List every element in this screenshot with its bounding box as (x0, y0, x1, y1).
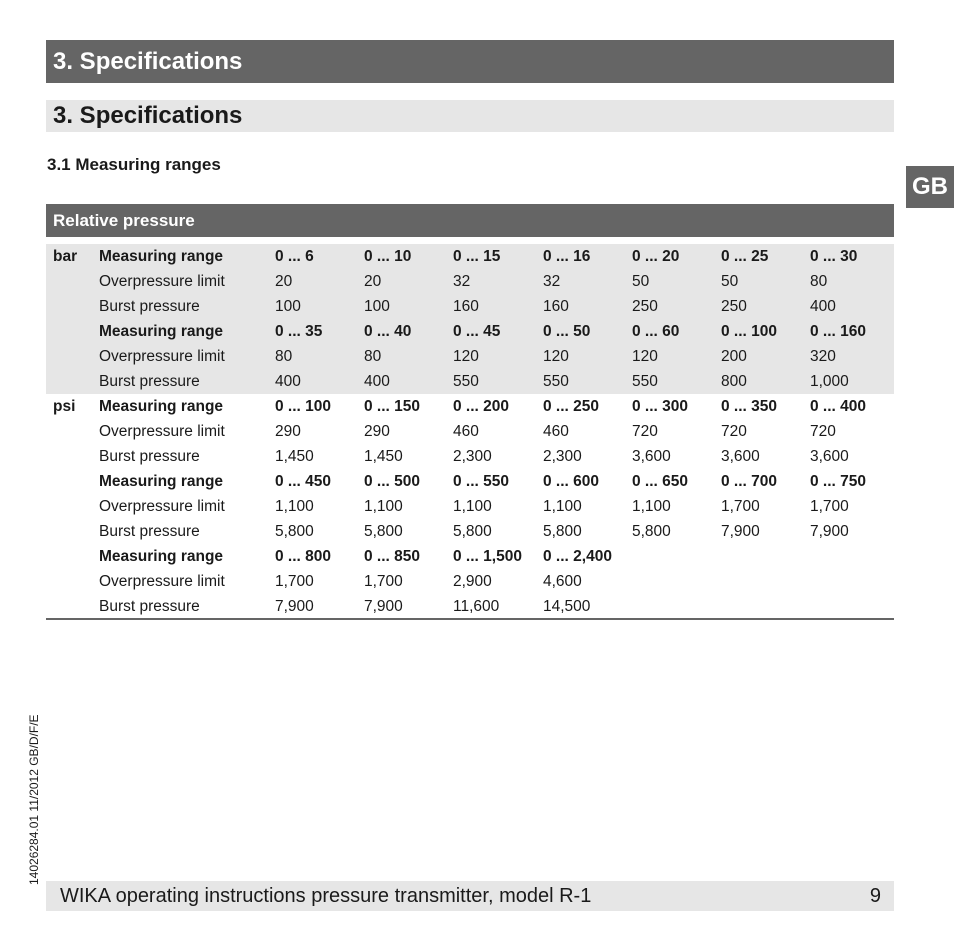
value-cell: 0 ... 700 (721, 473, 778, 490)
value-cell: 0 ... 1,500 (453, 548, 522, 565)
value-cell: 3,600 (810, 448, 849, 465)
value-cell: 0 ... 550 (453, 473, 510, 490)
value-cell: 0 ... 250 (543, 398, 600, 415)
table-row (46, 494, 894, 519)
value-cell: 0 ... 450 (275, 473, 332, 490)
value-cell: 160 (453, 298, 479, 315)
value-cell: 0 ... 850 (364, 548, 421, 565)
value-cell: 0 ... 600 (543, 473, 600, 490)
table-row (46, 594, 894, 619)
value-cell: 550 (632, 373, 658, 390)
value-cell: 120 (543, 348, 569, 365)
value-cell: 7,900 (275, 598, 314, 615)
value-cell: 1,700 (721, 498, 760, 515)
value-cell: 460 (543, 423, 569, 440)
value-cell: 32 (543, 273, 561, 290)
table-bottom-rule (46, 618, 894, 620)
value-cell: 5,800 (632, 523, 671, 540)
value-cell: 3,600 (632, 448, 671, 465)
value-cell: 5,800 (364, 523, 403, 540)
table-row (46, 294, 894, 319)
row-label: Measuring range (99, 548, 224, 565)
value-cell: 800 (721, 373, 747, 390)
value-cell: 0 ... 6 (275, 248, 314, 265)
page-footer (46, 881, 894, 911)
row-label: Overpressure limit (99, 423, 225, 440)
value-cell: 320 (810, 348, 836, 365)
row-label: Burst pressure (99, 298, 200, 315)
value-cell: 400 (364, 373, 390, 390)
value-cell: 7,900 (364, 598, 403, 615)
value-cell: 0 ... 650 (632, 473, 689, 490)
row-label: Measuring range (99, 473, 224, 490)
value-cell: 550 (453, 373, 479, 390)
value-cell: 400 (275, 373, 301, 390)
value-cell: 0 ... 100 (721, 323, 778, 340)
value-cell: 0 ... 16 (543, 248, 591, 265)
value-cell: 14,500 (543, 598, 591, 615)
row-label: Measuring range (99, 398, 224, 415)
value-cell: 1,100 (275, 498, 314, 515)
value-cell: 20 (364, 273, 382, 290)
value-cell: 1,000 (810, 373, 849, 390)
language-tab: GB (906, 166, 954, 208)
value-cell: 0 ... 500 (364, 473, 421, 490)
value-cell: 1,700 (364, 573, 403, 590)
row-label: Overpressure limit (99, 573, 225, 590)
value-cell: 0 ... 800 (275, 548, 332, 565)
value-cell: 0 ... 2,400 (543, 548, 612, 565)
measuring-range-table (46, 244, 894, 619)
value-cell: 0 ... 10 (364, 248, 412, 265)
value-cell: 1,100 (364, 498, 403, 515)
row-label: Overpressure limit (99, 348, 225, 365)
value-cell: 2,300 (453, 448, 492, 465)
value-cell: 0 ... 40 (364, 323, 412, 340)
value-cell: 250 (721, 298, 747, 315)
value-cell: 0 ... 15 (453, 248, 501, 265)
value-cell: 0 ... 350 (721, 398, 778, 415)
value-cell: 1,450 (275, 448, 314, 465)
value-cell: 11,600 (453, 598, 500, 615)
row-label: Overpressure limit (99, 498, 225, 515)
row-label: Burst pressure (99, 448, 200, 465)
section-header-secondary: 3. Specifications (46, 100, 894, 132)
value-cell: 0 ... 750 (810, 473, 867, 490)
value-cell: 250 (632, 298, 658, 315)
value-cell: 0 ... 50 (543, 323, 591, 340)
row-label: Overpressure limit (99, 273, 225, 290)
table-row (46, 319, 894, 344)
value-cell: 720 (632, 423, 658, 440)
value-cell: 32 (453, 273, 471, 290)
value-cell: 100 (364, 298, 390, 315)
value-cell: 290 (364, 423, 390, 440)
value-cell: 0 ... 400 (810, 398, 867, 415)
subsection-title: 3.1 Measuring ranges (47, 155, 221, 174)
value-cell: 0 ... 300 (632, 398, 689, 415)
row-label: Burst pressure (99, 523, 200, 540)
document-number: 14026284.01 11/2012 GB/D/F/E (27, 714, 41, 885)
value-cell: 1,100 (632, 498, 671, 515)
value-cell: 1,700 (810, 498, 849, 515)
value-cell: 0 ... 20 (632, 248, 680, 265)
unit-label: bar (53, 248, 78, 265)
value-cell: 5,800 (453, 523, 492, 540)
value-cell: 100 (275, 298, 301, 315)
row-label: Burst pressure (99, 373, 200, 390)
value-cell: 720 (810, 423, 836, 440)
row-label: Measuring range (99, 248, 224, 265)
value-cell: 20 (275, 273, 293, 290)
value-cell: 160 (543, 298, 569, 315)
table-row (46, 569, 894, 594)
value-cell: 50 (632, 273, 650, 290)
table-row (46, 419, 894, 444)
table-row (46, 369, 894, 394)
section-header-primary: 3. Specifications (46, 40, 894, 83)
table-row (46, 444, 894, 469)
row-label: Measuring range (99, 323, 224, 340)
value-cell: 4,600 (543, 573, 582, 590)
table-row (46, 519, 894, 544)
table-row (46, 344, 894, 369)
table-title: Relative pressure (46, 204, 894, 237)
value-cell: 2,900 (453, 573, 492, 590)
row-label: Burst pressure (99, 598, 200, 615)
table-row (46, 469, 894, 494)
value-cell: 0 ... 25 (721, 248, 769, 265)
value-cell: 0 ... 60 (632, 323, 680, 340)
value-cell: 5,800 (275, 523, 314, 540)
page-number: 9 (869, 885, 881, 907)
value-cell: 80 (810, 273, 828, 290)
value-cell: 0 ... 35 (275, 323, 323, 340)
value-cell: 120 (632, 348, 658, 365)
value-cell: 200 (721, 348, 747, 365)
value-cell: 120 (453, 348, 479, 365)
value-cell: 0 ... 30 (810, 248, 858, 265)
value-cell: 7,900 (721, 523, 760, 540)
value-cell: 1,100 (543, 498, 582, 515)
value-cell: 3,600 (721, 448, 760, 465)
value-cell: 720 (721, 423, 747, 440)
value-cell: 0 ... 45 (453, 323, 501, 340)
value-cell: 5,800 (543, 523, 582, 540)
value-cell: 0 ... 150 (364, 398, 421, 415)
table-row (46, 244, 894, 269)
value-cell: 7,900 (810, 523, 849, 540)
value-cell: 550 (543, 373, 569, 390)
value-cell: 1,700 (275, 573, 314, 590)
value-cell: 0 ... 160 (810, 323, 867, 340)
value-cell: 50 (721, 273, 739, 290)
table-row (46, 394, 894, 419)
value-cell: 1,450 (364, 448, 403, 465)
value-cell: 290 (275, 423, 301, 440)
table-row (46, 269, 894, 294)
footer-text: WIKA operating instructions pressure transmitter, model R-1 (60, 885, 592, 907)
table-row (46, 544, 894, 569)
value-cell: 1,100 (453, 498, 492, 515)
value-cell: 80 (364, 348, 382, 365)
value-cell: 460 (453, 423, 479, 440)
value-cell: 0 ... 200 (453, 398, 510, 415)
value-cell: 400 (810, 298, 836, 315)
value-cell: 80 (275, 348, 293, 365)
value-cell: 0 ... 100 (275, 398, 332, 415)
unit-label: psi (53, 398, 76, 415)
value-cell: 2,300 (543, 448, 582, 465)
